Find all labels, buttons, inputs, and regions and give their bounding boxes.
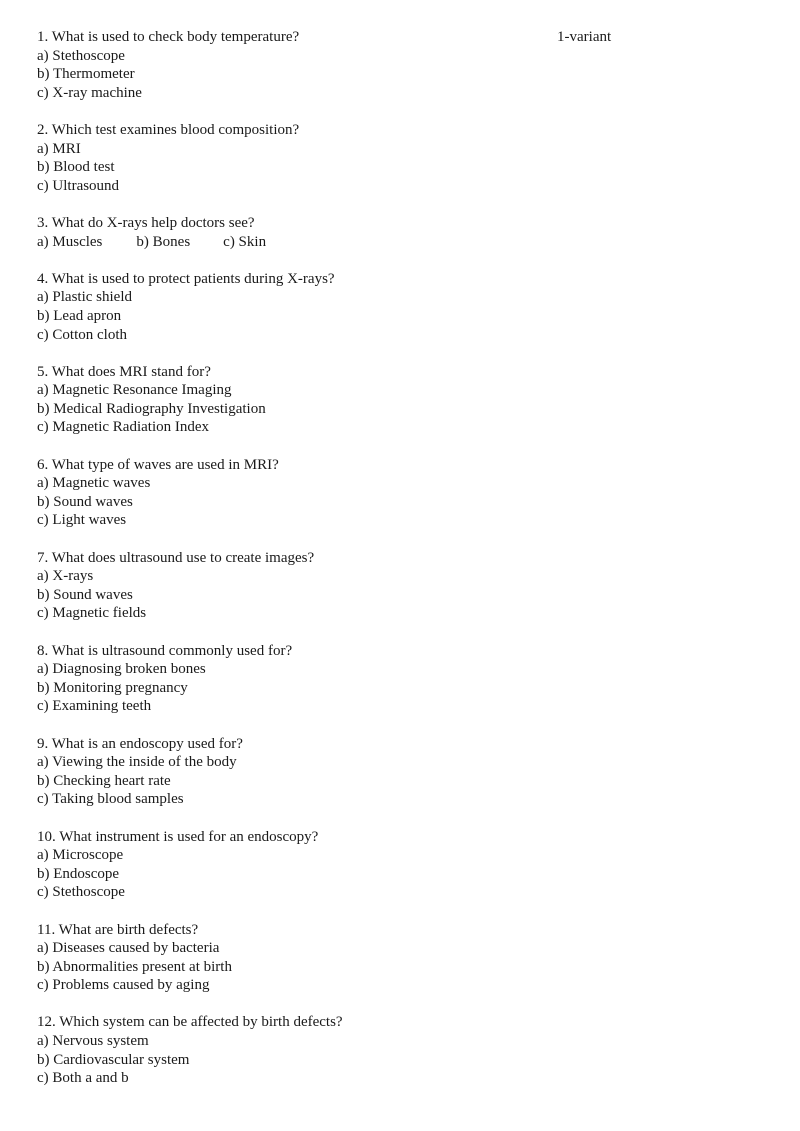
question-block [37, 363, 767, 437]
question-prompt: 2. Which test examines blood composition? [37, 121, 300, 138]
variant-label: 1-variant [557, 29, 612, 45]
answer-option[interactable]: b) Monitoring pregnancy [37, 679, 188, 696]
question-prompt: 3. What do X-rays help doctors see? [37, 214, 255, 231]
question-prompt: 8. What is ultrasound commonly used for? [37, 642, 293, 659]
answer-option[interactable]: a) Stethoscope [37, 47, 125, 64]
question-prompt: 12. Which system can be affected by birth defects? [37, 1014, 343, 1031]
answer-option[interactable]: a) Muscles [37, 233, 103, 250]
answer-option[interactable]: c) Skin [223, 233, 267, 250]
block-spacer [37, 902, 767, 921]
question-block [37, 921, 767, 995]
block-spacer [37, 102, 767, 121]
question-block [37, 1013, 767, 1087]
answer-option[interactable]: b) Cardiovascular system [37, 1051, 190, 1068]
answer-option[interactable]: b) Blood test [37, 159, 115, 176]
answer-option[interactable]: a) Diseases caused by bacteria [37, 940, 220, 957]
question-prompt: 1. What is used to check body temperature? [37, 29, 300, 45]
block-spacer [37, 995, 767, 1014]
answer-option[interactable]: a) MRI [37, 140, 81, 157]
question-prompt: 9. What is an endoscopy used for? [37, 735, 243, 752]
answer-option[interactable]: b) Checking heart rate [37, 772, 171, 789]
question-block [37, 549, 767, 623]
answer-option[interactable]: c) Light waves [37, 512, 127, 529]
block-spacer [37, 344, 767, 363]
answer-option[interactable]: c) Examining teeth [37, 698, 152, 715]
answer-option[interactable]: c) Magnetic fields [37, 605, 147, 622]
answer-option[interactable]: a) Microscope [37, 847, 124, 864]
answer-option[interactable]: c) Problems caused by aging [37, 977, 210, 994]
block-spacer [37, 530, 767, 549]
answer-option[interactable]: b) Endoscope [37, 865, 120, 882]
answer-option[interactable]: c) X-ray machine [37, 84, 142, 101]
answer-option[interactable]: a) Magnetic Resonance Imaging [37, 382, 232, 399]
question-block [37, 28, 767, 102]
question-block [37, 735, 767, 809]
answer-option[interactable]: b) Bones [136, 233, 191, 250]
answer-option[interactable]: c) Magnetic Radiation Index [37, 419, 210, 436]
answer-option[interactable]: b) Sound waves [37, 493, 133, 510]
answer-option[interactable]: a) Nervous system [37, 1033, 149, 1050]
answer-option[interactable]: b) Lead apron [37, 307, 122, 324]
question-block [37, 828, 767, 902]
block-spacer [37, 195, 767, 214]
answer-option[interactable]: a) Plastic shield [37, 289, 132, 306]
option-row-inline [37, 233, 767, 252]
answer-option[interactable]: a) Diagnosing broken bones [37, 661, 206, 678]
answer-option[interactable]: a) Viewing the inside of the body [37, 754, 237, 771]
question-prompt: 10. What instrument is used for an endoscopy? [37, 828, 319, 845]
question-block [37, 456, 767, 530]
question-prompt: 4. What is used to protect patients during X-rays? [37, 270, 335, 287]
block-spacer [37, 809, 767, 828]
answer-option[interactable]: c) Taking blood samples [37, 791, 184, 808]
answer-option[interactable]: c) Stethoscope [37, 884, 125, 901]
answer-option[interactable]: b) Thermometer [37, 66, 135, 83]
answer-option[interactable]: b) Sound waves [37, 586, 133, 603]
question-block [37, 214, 767, 251]
answer-option[interactable]: b) Medical Radiography Investigation [37, 400, 266, 417]
block-spacer [37, 251, 767, 270]
answer-option[interactable]: a) Magnetic waves [37, 475, 151, 492]
question-prompt: 11. What are birth defects? [37, 921, 199, 938]
question-block [37, 270, 767, 344]
answer-option[interactable]: c) Both a and b [37, 1070, 129, 1087]
question-list [37, 28, 767, 1088]
question-block [37, 121, 767, 195]
question-block [37, 642, 767, 716]
question-prompt: 5. What does MRI stand for? [37, 363, 211, 380]
block-spacer [37, 716, 767, 735]
block-spacer [37, 437, 767, 456]
question-prompt: 7. What does ultrasound use to create images? [37, 549, 315, 566]
block-spacer [37, 623, 767, 642]
answer-option[interactable]: b) Abnormalities present at birth [37, 958, 232, 975]
answer-option[interactable]: c) Ultrasound [37, 177, 120, 194]
question-prompt: 6. What type of waves are used in MRI? [37, 456, 279, 473]
answer-option[interactable]: c) Cotton cloth [37, 326, 127, 343]
quiz-body [37, 28, 767, 1088]
answer-option[interactable]: a) X-rays [37, 568, 94, 585]
